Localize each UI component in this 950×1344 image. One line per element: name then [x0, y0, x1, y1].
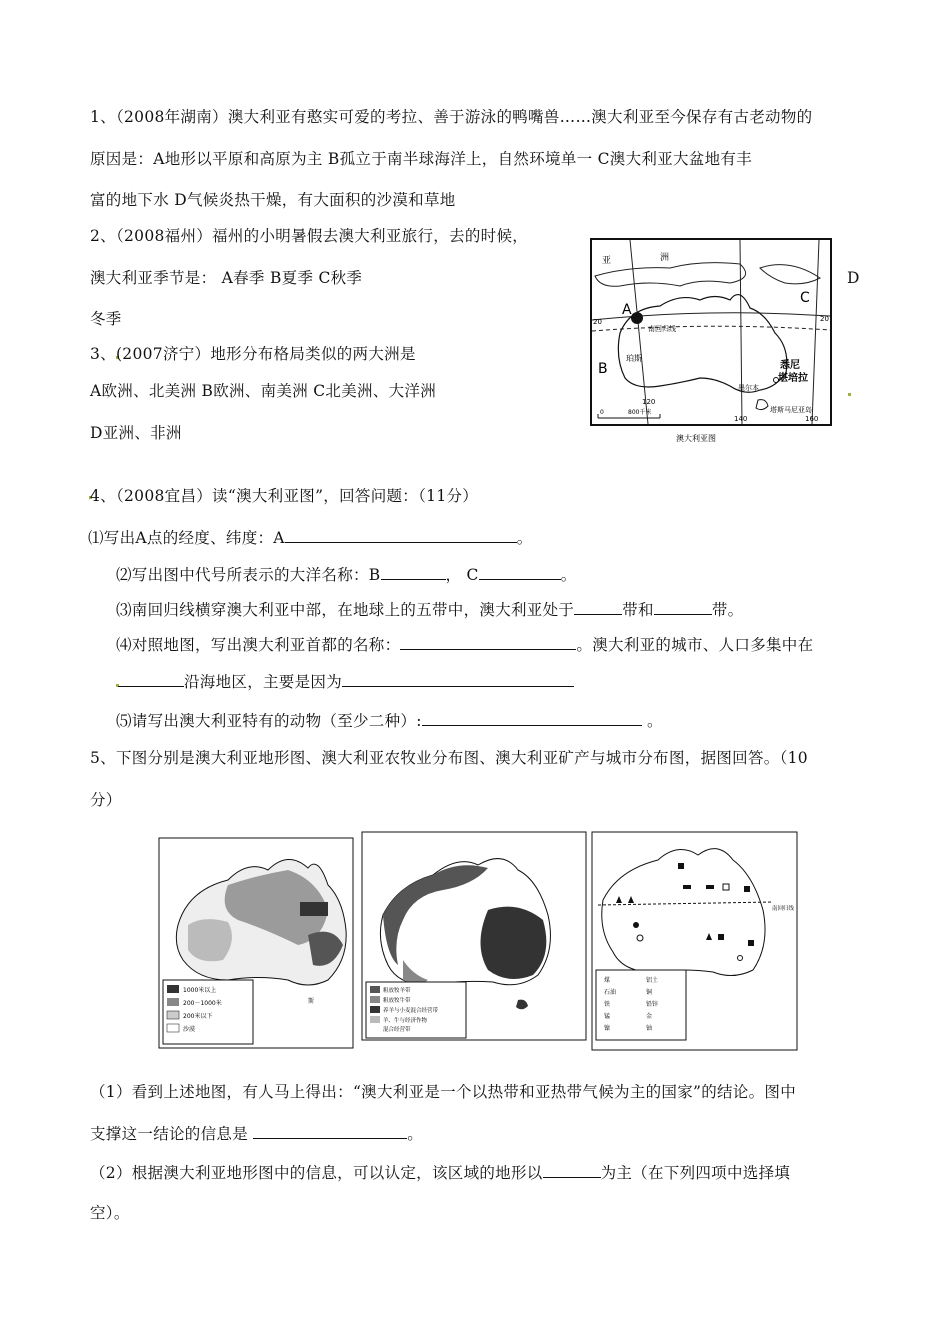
- q4-item1-text: ⑴写出A点的经度、纬度：A: [88, 529, 285, 547]
- answer-blank[interactable]: [422, 711, 642, 726]
- q4-item3-end: 带。: [711, 601, 744, 619]
- q5-item1-text: 支撑这一结论的信息是: [90, 1125, 249, 1143]
- q5-item2-text: （2）根据澳大利亚地形图中的信息，可以认定，该区域的地形以: [90, 1164, 543, 1182]
- mineral-legend-coal: 煤: [604, 977, 611, 984]
- terrain-label-si: 斯: [308, 998, 315, 1005]
- map-lat-20-right: 20: [820, 315, 829, 323]
- mineral-legend-leadzinc: 铅锌: [646, 1001, 659, 1008]
- mineral-map: [592, 832, 797, 1050]
- mineral-legend-oil: 石油: [604, 989, 617, 996]
- q4-item5-end: 。: [641, 712, 663, 730]
- agri-legend-1: 粗放牧羊带: [383, 988, 411, 994]
- mineral-tropic: 南回归线: [772, 906, 795, 912]
- q4-item4: [116, 635, 813, 655]
- agri-legend-5: 混合经营带: [383, 1027, 411, 1033]
- map-label-asia: 亚: [602, 256, 612, 266]
- answer-blank[interactable]: [400, 635, 576, 650]
- answer-blank[interactable]: [342, 672, 574, 687]
- q4-item4b: [118, 672, 574, 692]
- q4-item5: [116, 711, 663, 731]
- answer-blank[interactable]: [253, 1124, 407, 1139]
- q3-line2: A欧洲、北美洲 B欧洲、南美洲 C北美洲、大洋洲: [90, 382, 436, 400]
- mineral-legend-uranium: 铀: [646, 1025, 653, 1032]
- map-lat-20-left: 20: [593, 318, 602, 326]
- map-caption: 澳大利亚图: [676, 434, 716, 443]
- australia-map: [590, 238, 835, 456]
- q3-line1: 3、(2007济宁）地形分布格局类似的两大洲是: [90, 345, 416, 363]
- q4-item1-end: 。: [516, 529, 533, 547]
- map-label-b: B: [598, 361, 608, 377]
- map-label-melbourne: 墨尔本: [738, 384, 759, 392]
- answer-blank[interactable]: [381, 565, 446, 580]
- answer-blank[interactable]: [479, 565, 561, 580]
- q4-item2-end: 。: [560, 566, 577, 584]
- map-label-tropic: 南回归线: [648, 325, 676, 333]
- q2-line3: 冬季: [90, 310, 122, 328]
- q2-line2: 澳大利亚季节是： A春季 B夏季 C秋季: [90, 269, 363, 287]
- map-scale: 800千米: [628, 409, 652, 416]
- mineral-legend-gold: 金: [646, 1013, 653, 1020]
- map-lon-120: 120: [642, 398, 656, 406]
- q4-item3-mid: 带和: [622, 601, 654, 619]
- q4-item5-text: ⑸请写出澳大利亚特有的动物（至少二种）:: [116, 712, 422, 730]
- map-label-a: A: [622, 302, 632, 318]
- map-label-tasmania: 塔斯马尼亚岛: [770, 406, 812, 414]
- q1-line3: 富的地下水 D气候炎热干燥，有大面积的沙漠和草地: [90, 191, 456, 209]
- q5-item1-end: 。: [407, 1125, 424, 1143]
- q4-item4b-text: 沿海地区，主要是因为: [184, 673, 343, 691]
- q1-line2: 原因是：A地形以平原和高原为主 B孤立于南半球海洋上，自然环境单一 C澳大利亚大盆地有丰: [90, 150, 752, 168]
- q5-line1: 5、下图分别是澳大利亚地形图、澳大利亚农牧业分布图、澳大利亚矿产与城市分布图，据图回答。（10: [90, 749, 808, 767]
- answer-blank[interactable]: [574, 600, 622, 615]
- q4-item3: [116, 600, 743, 620]
- map-label-canberra: 堪培拉: [778, 373, 808, 384]
- q4-item2: [116, 565, 577, 585]
- answer-blank[interactable]: [654, 600, 712, 615]
- agri-legend-3: 养羊与小麦混合经营带: [383, 1008, 439, 1014]
- q5-item2-line1: [90, 1163, 790, 1183]
- terrain-legend-4: 沙漠: [183, 1026, 196, 1033]
- q4-item3-text: ⑶南回归线横穿澳大利亚中部，在地球上的五带中，澳大利亚处于: [116, 601, 575, 619]
- three-maps-figure: [158, 830, 798, 1052]
- q5-item2-line2: 空）。: [90, 1204, 130, 1222]
- map-label-perth: 珀斯: [626, 354, 642, 363]
- q4-item4-end: 。澳大利亚的城市、人口多集中在: [576, 636, 814, 654]
- q5-item1-line1: （1）看到上述地图，有人马上得出：“澳大利亚是一个以热带和亚热带气候为主的国家”的结论。图中: [90, 1083, 797, 1101]
- q2-line1: 2、（2008福州）福州的小明暑假去澳大利亚旅行，去的时候，: [90, 227, 529, 245]
- mark-dot: [848, 393, 851, 396]
- mineral-legend-iron: 铁: [604, 1001, 611, 1008]
- q4-item1: [88, 528, 533, 548]
- terrain-legend-3: 200米以下: [183, 1013, 213, 1020]
- agriculture-map: [362, 832, 586, 1040]
- q4-item2-text: ⑵写出图中代号所表示的大洋名称：B: [116, 566, 381, 584]
- map-label-sydney: 悉尼: [780, 360, 800, 371]
- terrain-legend-1: 1000米以上: [183, 987, 217, 994]
- map-lon-140: 140: [734, 415, 748, 423]
- mineral-legend-manganese: 锰: [604, 1013, 611, 1020]
- terrain-legend-2: 200－1000米: [183, 1000, 222, 1007]
- q4-title: 4、（2008宜昌）读“澳大利亚图”，回答问题：（11分）: [90, 487, 479, 505]
- map-scale-zero: 0: [600, 409, 604, 416]
- q5-item2-end: 为主（在下列四项中选择填: [600, 1164, 791, 1182]
- q4-item4-text: ⑷对照地图，写出澳大利亚首都的名称：: [116, 636, 401, 654]
- mineral-legend-bauxite: 铝土: [646, 977, 659, 984]
- answer-blank[interactable]: [285, 528, 517, 543]
- q5-item1-line2: [90, 1124, 423, 1144]
- answer-blank[interactable]: [543, 1163, 601, 1178]
- map-lon-160: 160: [805, 415, 819, 423]
- terrain-map: [159, 838, 353, 1048]
- q5-line2: 分）: [90, 791, 122, 809]
- agri-legend-4: 羊、牛与经济作物: [383, 1018, 428, 1024]
- q4-item2-mid: ， C: [445, 566, 479, 584]
- q3-line3: D亚洲、非洲: [90, 424, 182, 442]
- mineral-legend-nickel: 镍: [604, 1025, 611, 1032]
- map-label-c: C: [800, 290, 810, 306]
- answer-blank[interactable]: [118, 672, 184, 687]
- q1-line1: 1、（2008年湖南）澳大利亚有憨实可爱的考拉、善于游泳的鸭嘴兽……澳大利亚至今保存有古老动物的: [90, 108, 813, 126]
- map-label-zhou: 洲: [660, 253, 670, 263]
- q2-option-d: D: [847, 269, 860, 287]
- mineral-legend-copper: 铜: [646, 989, 653, 996]
- agri-legend-2: 粗放牧牛带: [383, 998, 411, 1004]
